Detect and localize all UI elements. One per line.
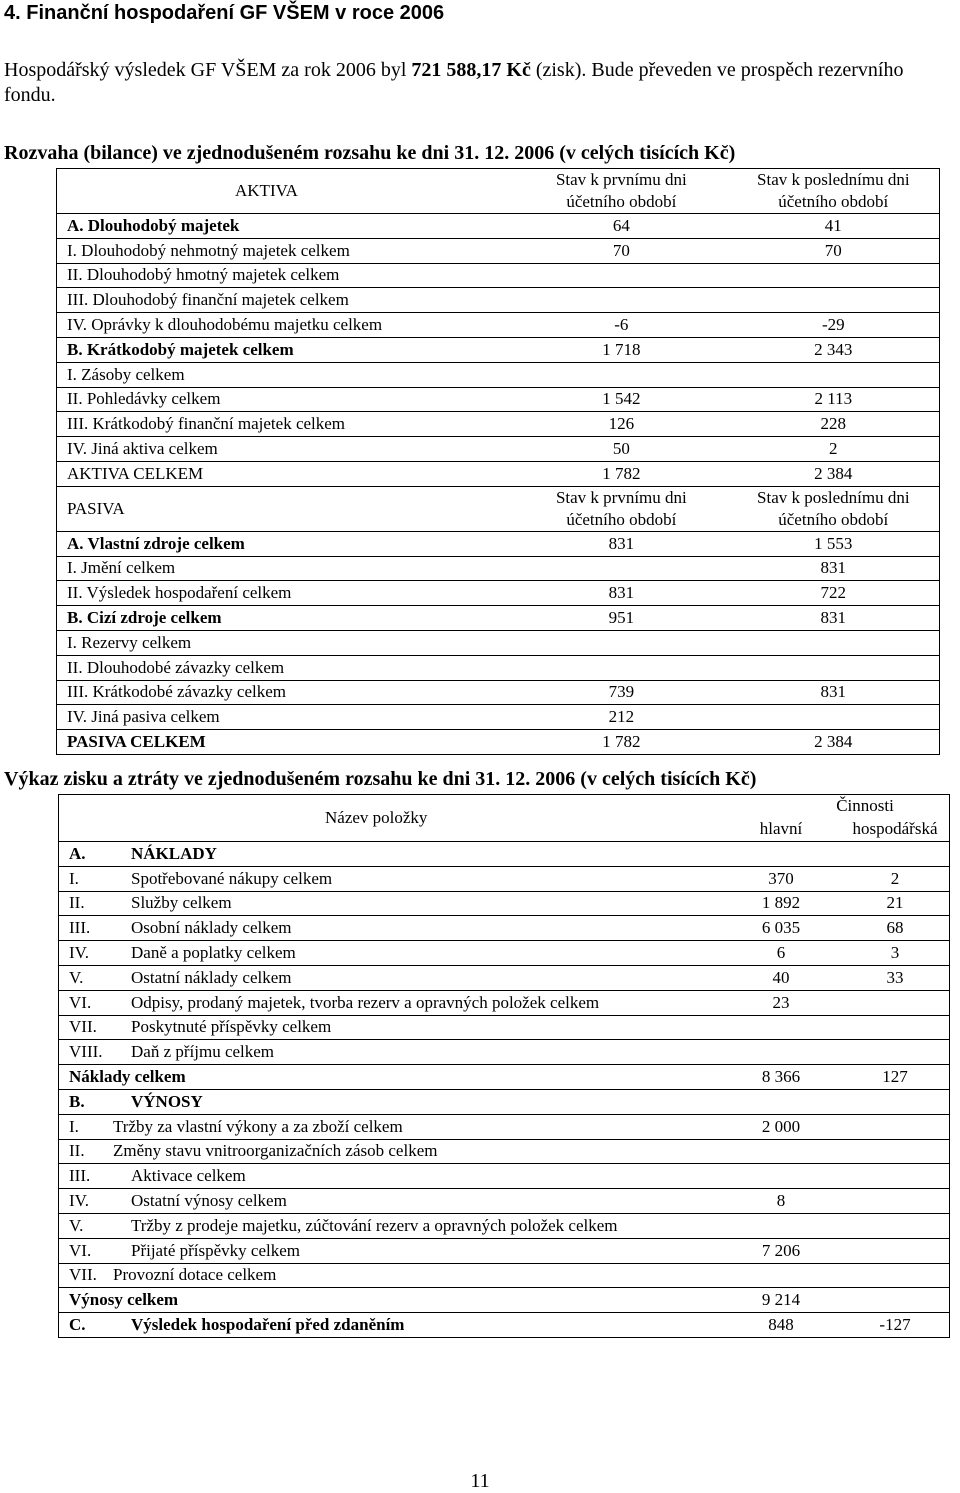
value-first-day	[515, 655, 727, 680]
balance-row	[57, 263, 940, 288]
value-first-day: 126	[515, 412, 727, 437]
value-main: 9 214	[721, 1288, 841, 1313]
value-main: 6 035	[721, 916, 841, 941]
row-number: V.	[69, 967, 84, 987]
pl-row	[59, 965, 950, 990]
balance-row	[57, 437, 940, 462]
value-first-day: 1 718	[515, 337, 727, 362]
intro-text-post: (zisk). Bude převeden ve prospěch rezervního fondu.	[4, 59, 904, 106]
row-label-cell	[59, 941, 722, 966]
row-label-cell	[59, 1139, 722, 1164]
value-economic	[841, 1189, 950, 1214]
row-label: II. Výsledek hospodaření celkem	[57, 581, 516, 606]
value-economic	[841, 990, 950, 1015]
value-first-day: 951	[515, 606, 727, 631]
pl-row	[59, 1263, 950, 1288]
value-last-day	[728, 705, 940, 730]
row-label: III. Dlouhodobý finanční majetek celkem	[57, 288, 516, 313]
balance-row	[57, 238, 940, 263]
balance-row	[57, 630, 940, 655]
row-label: IV. Oprávky k dlouhodobému majetku celkem	[57, 313, 516, 338]
row-label-cell	[59, 866, 722, 891]
value-first-day: 50	[515, 437, 727, 462]
row-label: PASIVA CELKEM	[57, 730, 516, 755]
row-label: I. Dlouhodobý nehmotný majetek celkem	[57, 238, 516, 263]
row-number: VII.	[69, 1265, 97, 1285]
value-last-day: 831	[728, 680, 940, 705]
value-last-day: 831	[728, 606, 940, 631]
row-label: IV. Jiná pasiva celkem	[57, 705, 516, 730]
value-last-day: 2 343	[728, 337, 940, 362]
value-main: 23	[721, 990, 841, 1015]
balance-title: Rozvaha (bilance) ve zjednodušeném rozsahu ke dni 31. 12. 2006 (v celých tisících Kč)	[4, 142, 736, 164]
value-last-day	[728, 288, 940, 313]
pl-row	[59, 1313, 950, 1338]
row-label: Aktivace celkem	[131, 1166, 246, 1186]
row-label: I. Jmění celkem	[57, 556, 516, 581]
row-label: Výnosy celkem	[59, 1288, 722, 1313]
value-economic: 68	[841, 916, 950, 941]
row-label: NÁKLADY	[131, 843, 217, 863]
value-first-day	[515, 263, 727, 288]
row-label: Osobní náklady celkem	[131, 918, 292, 938]
balance-row	[57, 705, 940, 730]
balance-row	[57, 313, 940, 338]
row-number: I.	[69, 868, 79, 888]
value-main	[721, 1139, 841, 1164]
economic-activity-header: hospodářská	[841, 817, 950, 842]
row-number: IV.	[69, 943, 89, 963]
value-last-day: 2	[728, 437, 940, 462]
pasiva-caption: PASIVA	[57, 486, 516, 531]
value-first-day: 831	[515, 531, 727, 556]
pasiva-header-row	[57, 486, 940, 531]
value-economic: 33	[841, 965, 950, 990]
value-last-day: 70	[728, 238, 940, 263]
row-label-cell	[59, 1189, 722, 1214]
row-number: III.	[69, 1166, 91, 1186]
value-main	[721, 1015, 841, 1040]
value-last-day	[728, 630, 940, 655]
row-label: Daně a poplatky celkem	[131, 943, 296, 963]
main-activity-header: hlavní	[721, 817, 841, 842]
balance-row	[57, 606, 940, 631]
balance-row	[57, 680, 940, 705]
balance-row	[57, 461, 940, 486]
row-label: Náklady celkem	[59, 1065, 722, 1090]
row-label: A. Dlouhodobý majetek	[57, 214, 516, 239]
balance-row	[57, 655, 940, 680]
row-number: VII.	[69, 1017, 97, 1037]
value-economic	[841, 1040, 950, 1065]
pl-row	[59, 1164, 950, 1189]
row-label: III. Krátkodobý finanční majetek celkem	[57, 412, 516, 437]
value-first-day: 1 542	[515, 387, 727, 412]
value-first-day: -6	[515, 313, 727, 338]
value-main: 7 206	[721, 1238, 841, 1263]
value-last-day: 1 553	[728, 531, 940, 556]
row-label-cell	[59, 1114, 722, 1139]
value-main: 8	[721, 1189, 841, 1214]
pl-row	[59, 1065, 950, 1090]
value-economic: 2	[841, 866, 950, 891]
value-first-day: 64	[515, 214, 727, 239]
row-number: VI.	[69, 1240, 92, 1260]
aktiva-caption: AKTIVA	[57, 169, 516, 214]
row-label: Spotřebované nákupy celkem	[131, 868, 333, 888]
row-label-cell	[59, 1164, 722, 1189]
row-label-cell	[59, 842, 722, 867]
value-economic	[841, 1263, 950, 1288]
row-label: AKTIVA CELKEM	[57, 461, 516, 486]
row-label: Poskytnuté příspěvky celkem	[131, 1017, 332, 1037]
balance-sheet-table	[56, 168, 940, 755]
value-economic	[841, 1164, 950, 1189]
value-main: 40	[721, 965, 841, 990]
value-last-day	[728, 362, 940, 387]
pl-row	[59, 1040, 950, 1065]
pl-row	[59, 842, 950, 867]
row-label-cell	[59, 891, 722, 916]
row-number: VI.	[69, 992, 92, 1012]
value-main	[721, 1263, 841, 1288]
row-number: C.	[69, 1315, 86, 1335]
value-main	[721, 842, 841, 867]
row-number: V.	[69, 1215, 84, 1235]
row-number: VIII.	[69, 1042, 103, 1062]
row-label: Přijaté příspěvky celkem	[131, 1240, 301, 1260]
name-header: Název položky	[59, 795, 722, 842]
row-number: I.	[69, 1116, 79, 1136]
row-label: III. Krátkodobé závazky celkem	[57, 680, 516, 705]
pl-row	[59, 891, 950, 916]
pl-title: Výkaz zisku a ztráty ve zjednodušeném rozsahu ke dni 31. 12. 2006 (v celých tisících Kč)	[4, 768, 757, 790]
row-label-cell	[59, 990, 722, 1015]
row-label-cell	[59, 1040, 722, 1065]
row-label: Služby celkem	[131, 893, 232, 913]
row-number: B.	[69, 1091, 85, 1111]
pl-row	[59, 1288, 950, 1313]
value-first-day: 70	[515, 238, 727, 263]
value-main	[721, 1164, 841, 1189]
value-main: 8 366	[721, 1065, 841, 1090]
section-title: 4. Finanční hospodaření GF VŠEM v roce 2006	[4, 2, 445, 24]
row-label: Výsledek hospodaření před zdaněním	[131, 1315, 405, 1335]
value-economic	[841, 842, 950, 867]
aktiva-header-row	[57, 169, 940, 214]
value-economic: -127	[841, 1313, 950, 1338]
value-first-day: 1 782	[515, 461, 727, 486]
pl-row	[59, 866, 950, 891]
value-last-day: 2 113	[728, 387, 940, 412]
row-label: Tržby za vlastní výkony a za zboží celkem	[113, 1116, 403, 1136]
row-label: VÝNOSY	[131, 1091, 203, 1111]
row-label-cell	[59, 965, 722, 990]
pl-row	[59, 941, 950, 966]
value-economic	[841, 1213, 950, 1238]
row-label: Odpisy, prodaný majetek, tvorba rezerv a opravných položek celkem	[131, 992, 600, 1012]
balance-row	[57, 387, 940, 412]
intro-text-pre: Hospodářský výsledek GF VŠEM za rok 2006 byl	[4, 59, 412, 81]
value-last-day: -29	[728, 313, 940, 338]
value-economic	[841, 1089, 950, 1114]
row-label: B. Cizí zdroje celkem	[57, 606, 516, 631]
row-number: A.	[69, 843, 86, 863]
row-label: II. Dlouhodobý hmotný majetek celkem	[57, 263, 516, 288]
value-economic: 21	[841, 891, 950, 916]
row-number: IV.	[69, 1191, 89, 1211]
row-label-cell	[59, 1015, 722, 1040]
balance-row	[57, 362, 940, 387]
value-last-day: 722	[728, 581, 940, 606]
pl-row	[59, 1238, 950, 1263]
pl-row	[59, 1114, 950, 1139]
value-last-day: 2 384	[728, 730, 940, 755]
row-label: Ostatní náklady celkem	[131, 967, 292, 987]
value-economic: 127	[841, 1065, 950, 1090]
pl-row	[59, 916, 950, 941]
balance-row	[57, 288, 940, 313]
value-main: 6	[721, 941, 841, 966]
value-economic	[841, 1114, 950, 1139]
pl-header-row	[59, 795, 950, 818]
value-economic	[841, 1139, 950, 1164]
row-label-cell	[59, 1263, 722, 1288]
pl-row	[59, 1189, 950, 1214]
row-number: II.	[69, 1141, 85, 1161]
balance-row	[57, 556, 940, 581]
col-last-day-header: Stav k poslednímu dni účetního období	[728, 169, 940, 214]
balance-row	[57, 214, 940, 239]
col-first-day-header: Stav k prvnímu dni účetního období	[515, 169, 727, 214]
value-economic	[841, 1288, 950, 1313]
value-first-day	[515, 362, 727, 387]
value-main: 1 892	[721, 891, 841, 916]
row-label: II. Dlouhodobé závazky celkem	[57, 655, 516, 680]
balance-row	[57, 531, 940, 556]
value-main	[721, 1089, 841, 1114]
value-last-day: 2 384	[728, 461, 940, 486]
value-last-day: 41	[728, 214, 940, 239]
balance-row	[57, 581, 940, 606]
activities-header: Činnosti	[836, 796, 894, 815]
intro-paragraph	[4, 58, 944, 108]
row-label: I. Zásoby celkem	[57, 362, 516, 387]
row-label: B. Krátkodobý majetek celkem	[57, 337, 516, 362]
pl-row	[59, 1213, 950, 1238]
value-first-day	[515, 630, 727, 655]
value-main: 370	[721, 866, 841, 891]
row-number: III.	[69, 918, 91, 938]
row-label-cell	[59, 1089, 722, 1114]
row-label: Změny stavu vnitroorganizačních zásob celkem	[113, 1141, 438, 1161]
pl-row	[59, 1015, 950, 1040]
pl-row	[59, 1139, 950, 1164]
pl-row	[59, 1089, 950, 1114]
intro-amount: 721 588,17 Kč	[411, 59, 531, 81]
value-economic	[841, 1238, 950, 1263]
value-economic	[841, 1015, 950, 1040]
value-last-day	[728, 655, 940, 680]
row-label: II. Pohledávky celkem	[57, 387, 516, 412]
row-label-cell	[59, 916, 722, 941]
row-label-cell	[59, 1213, 722, 1238]
value-last-day	[728, 263, 940, 288]
value-first-day	[515, 288, 727, 313]
pl-row	[59, 990, 950, 1015]
value-main: 2 000	[721, 1114, 841, 1139]
row-label: Daň z příjmu celkem	[131, 1042, 275, 1062]
value-main: 848	[721, 1313, 841, 1338]
value-first-day: 739	[515, 680, 727, 705]
row-label: Ostatní výnosy celkem	[131, 1191, 287, 1211]
value-first-day	[515, 556, 727, 581]
page-number: 11	[470, 1470, 490, 1492]
row-label: A. Vlastní zdroje celkem	[57, 531, 516, 556]
value-last-day: 228	[728, 412, 940, 437]
value-main	[721, 1040, 841, 1065]
col-last-day-header: Stav k poslednímu dni účetního období	[728, 486, 940, 531]
value-first-day: 831	[515, 581, 727, 606]
value-last-day: 831	[728, 556, 940, 581]
col-first-day-header: Stav k prvnímu dni účetního období	[515, 486, 727, 531]
row-label: Tržby z prodeje majetku, zúčtování rezerv a opravných položek celkem	[131, 1215, 618, 1235]
profit-loss-table	[58, 794, 950, 1338]
value-main	[721, 1213, 841, 1238]
value-first-day: 212	[515, 705, 727, 730]
value-economic: 3	[841, 941, 950, 966]
row-label: IV. Jiná aktiva celkem	[57, 437, 516, 462]
row-label-cell	[59, 1313, 722, 1338]
balance-row	[57, 337, 940, 362]
row-label: I. Rezervy celkem	[57, 630, 516, 655]
row-label: Provozní dotace celkem	[113, 1265, 277, 1285]
balance-row	[57, 412, 940, 437]
value-first-day: 1 782	[515, 730, 727, 755]
row-label-cell	[59, 1238, 722, 1263]
balance-row	[57, 730, 940, 755]
row-number: II.	[69, 893, 85, 913]
